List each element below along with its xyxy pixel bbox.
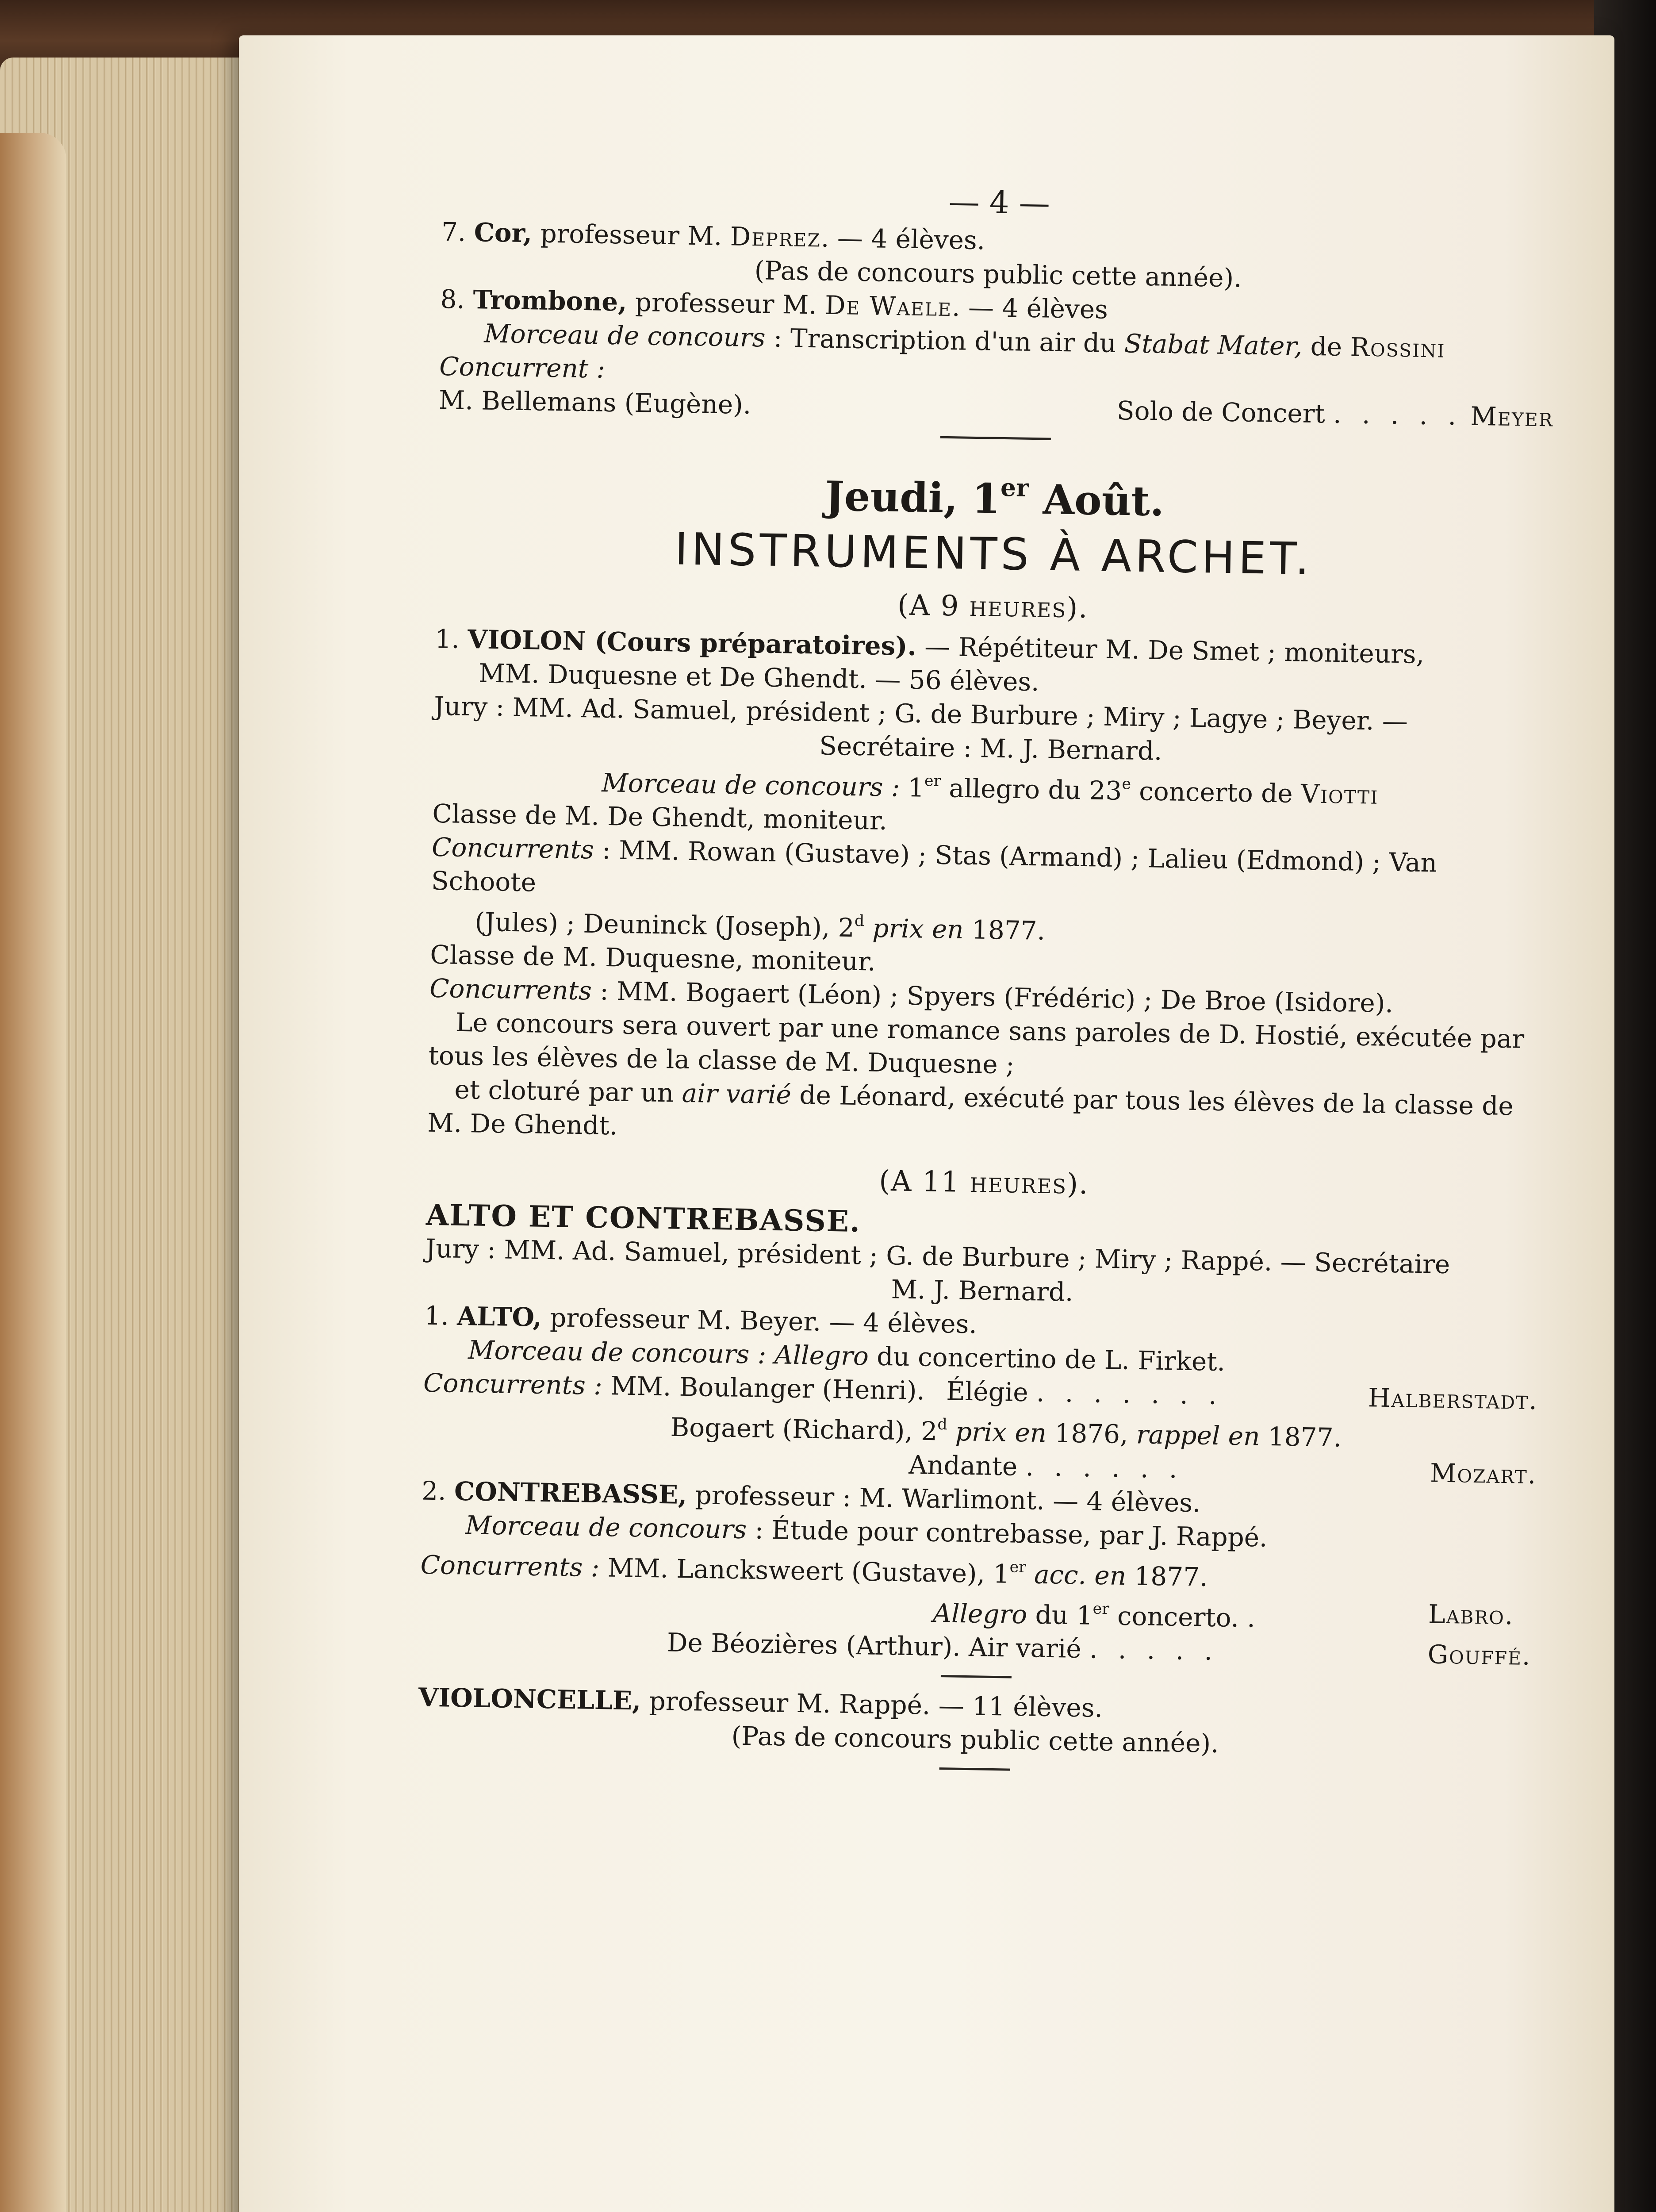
contrebasse-concurrent-2: De Béozières (Arthur). Air varié . . . . . Gouffé.: [667, 1627, 1532, 1671]
divider: [940, 436, 1051, 440]
trombone-concurrent: M. Bellemans (Eugène). Solo de Concert . . . . . Meyer: [438, 384, 1554, 433]
page-text: — 4 — 7. Cor, professeur M. Deprez. — 4 élèves. (Pas de concours public cette année). 8. Trombone, professeur M. De Waele. — 4 élèves Morceau de concours : Transcription d'un air du Stabat Mater, de Rossini Concurrent : M. Bellemans (Eugène). Solo de Concert . . . . . Meyer Jeudi, 1er Août. INSTRUMENTS À ARCHET. (A 9 heures). 1. VIOLON (Cours préparatoires). — Répétiteur M. De Smet ; moniteurs, MM. Duquesne et De Ghendt. — 56 élèves. Jury : MM. Ad. Samuel, président ; G. de Burbure ; Miry ; Lagye ; Beyer. — Secrétaire : M. J. Bernard. Morceau de concours : 1er allegro du 23e concerto de Viotti Classe de M. De Ghendt, moniteur. Concurrents : MM. Rowan (Gustave) ; Stas (Armand) ; Lalieu (Edmond) ; Van Schoote (Jules) ; Deuninck (Joseph), 2$^d$ prix en 1877. Classe de M. Duquesne, moniteur. Concurrents : MM. Bogaert (Léon) ; Spyers (Frédéric) ; De Broe (Isidore). Le concours sera ouvert par une romance sans paroles de D. Hostié, exécutée par tous les élèves de la classe de M. Duquesne ; et cloturé par un air varié de Léonard, exécuté par tous les élèves de la classe de M. De Ghendt. (A 11 heures). ALTO ET CONTREBASSE. Jury : MM. Ad. Samuel, président ; G. de Burbure ; Miry ; Rappé. — Secrétaire M. J. Bernard. 1. ALTO, professeur M. Beyer. — 4 élèves. Morceau de concours : Allegro du concertino de L. Firket. Concurrents : MM. Boulanger (Henri). Élégie . . . . . . . Halberstadt. Bogaert (Richard), 2$^d$ prix en 1876, rappel en 1877. Andante . . . . . . Mozart. 2. CONTREBASSE, professeur : M. Warlimont. — 4 élèves. Morceau de concours : Étude pour contrebasse, par J. Rappé. Concurrents : MM. Lancksweert (Gustave), 1er acc. en 1877. Allegro du 1er concerto. . Labro. De Béozières (Arthur). Air varié . . . . . Gouffé. VIOLONCELLE, professeur M. Rappé. — 11 élèves. (Pas de concours public cette année).: [417, 177, 1556, 1791]
alto-morceau: Morceau de concours : Allegro du concertino de L. Firket.: [468, 1335, 1226, 1377]
alto-piece-2: Andante . . . . . . Mozart.: [908, 1449, 1537, 1490]
alto-concurrent-2: Bogaert (Richard), 2$^d$ prix en 1876, rappel en 1877.: [670, 1412, 1342, 1453]
day-heading: Jeudi, 1er Août.: [824, 472, 1165, 526]
contrebasse-concurrent-1: Concurrents : MM. Lancksweert (Gustave), 1er acc. en 1877.: [420, 1549, 1208, 1592]
alto-title: ALTO,: [456, 1301, 542, 1333]
violon-paragraph-1: Le concours sera ouvert par une romance sans paroles de D. Hostié, exécutée par tous les élèves de la classe de M. Duquesne ;: [428, 1007, 1525, 1080]
contrebasse-entry: 2. CONTREBASSE, professeur : M. Warlimont. — 4 élèves.: [421, 1475, 1201, 1518]
alto-concurrent-1: Concurrents : MM. Boulanger (Henri). Élégie . . . . . . . Halberstadt.: [423, 1368, 1538, 1416]
alto-jury: Jury : MM. Ad. Samuel, président ; G. de Burbure ; Miry ; Rappé. — Secrétaire: [425, 1233, 1450, 1280]
violoncelle-title: VIOLONCELLE,: [418, 1682, 641, 1716]
violon-title: VIOLON: [467, 624, 586, 656]
divider: [941, 1675, 1012, 1679]
time-heading-9: (A 9 heures).: [897, 588, 1089, 625]
trombone-title: Trombone,: [472, 284, 627, 317]
violon-paragraph-2: et cloturé par un air varié de Léonard, exécuté par tous les élèves de la classe de M. De Ghendt.: [427, 1075, 1514, 1141]
contrebasse-title: CONTREBASSE,: [454, 1476, 687, 1510]
page-number: — 4 —: [948, 183, 1050, 222]
violon-morceau: Morceau de concours : 1er allegro du 23e concerto de Viotti: [601, 767, 1379, 810]
divider: [939, 1768, 1010, 1771]
main-heading: INSTRUMENTS À ARCHET.: [674, 522, 1313, 585]
violon-entry: 1. VIOLON (Cours préparatoires). — Répétiteur M. De Smet ; moniteurs,: [435, 623, 1425, 669]
cor-title: Cor,: [474, 217, 533, 249]
alto-entry: 1. ALTO, professeur M. Beyer. — 4 élèves.: [424, 1301, 978, 1340]
trombone-concurrent-label: Concurrent :: [439, 351, 606, 384]
violon-jury: Jury : MM. Ad. Samuel, président ; G. de Burbure ; Miry ; Lagye ; Beyer. —: [433, 691, 1408, 737]
contrebasse-morceau: Morceau de concours : Étude pour contrebasse, par J. Rappé.: [465, 1509, 1268, 1553]
torn-page-edges: [0, 133, 66, 2212]
trombone-entry: 8. Trombone, professeur M. De Waele. — 4 élèves: [440, 284, 1108, 325]
violoncelle-entry: VIOLONCELLE, professeur M. Rappé. — 11 élèves.: [418, 1682, 1103, 1724]
violon-concurrents-2: Concurrents : MM. Bogaert (Léon) ; Spyers (Frédéric) ; De Broe (Isidore).: [429, 973, 1394, 1019]
alto-contrebasse-title: ALTO ET CONTREBASSE.: [426, 1198, 861, 1239]
time-heading-11: (A 11 heures).: [878, 1165, 1089, 1201]
contrebasse-piece-1: Allegro du 1er concerto. . Labro.: [932, 1598, 1514, 1633]
violon-classe-2: Classe de M. Duquesne, moniteur.: [429, 940, 876, 977]
violon-classe-1: Classe de M. De Ghendt, moniteur.: [432, 798, 888, 836]
trombone-morceau: Morceau de concours : Transcription d'un air du Stabat Mater, de Rossini: [483, 318, 1446, 364]
cor-note: (Pas de concours public cette année).: [754, 255, 1242, 293]
violoncelle-note: (Pas de concours public cette année).: [731, 1721, 1219, 1759]
cor-entry: 7. Cor, professeur M. Deprez. — 4 élèves.: [441, 216, 985, 256]
violon-concurrents-1: Concurrents : MM. Rowan (Gustave) ; Stas (Armand) ; Lalieu (Edmond) ; Van Schoote: [431, 832, 1438, 898]
